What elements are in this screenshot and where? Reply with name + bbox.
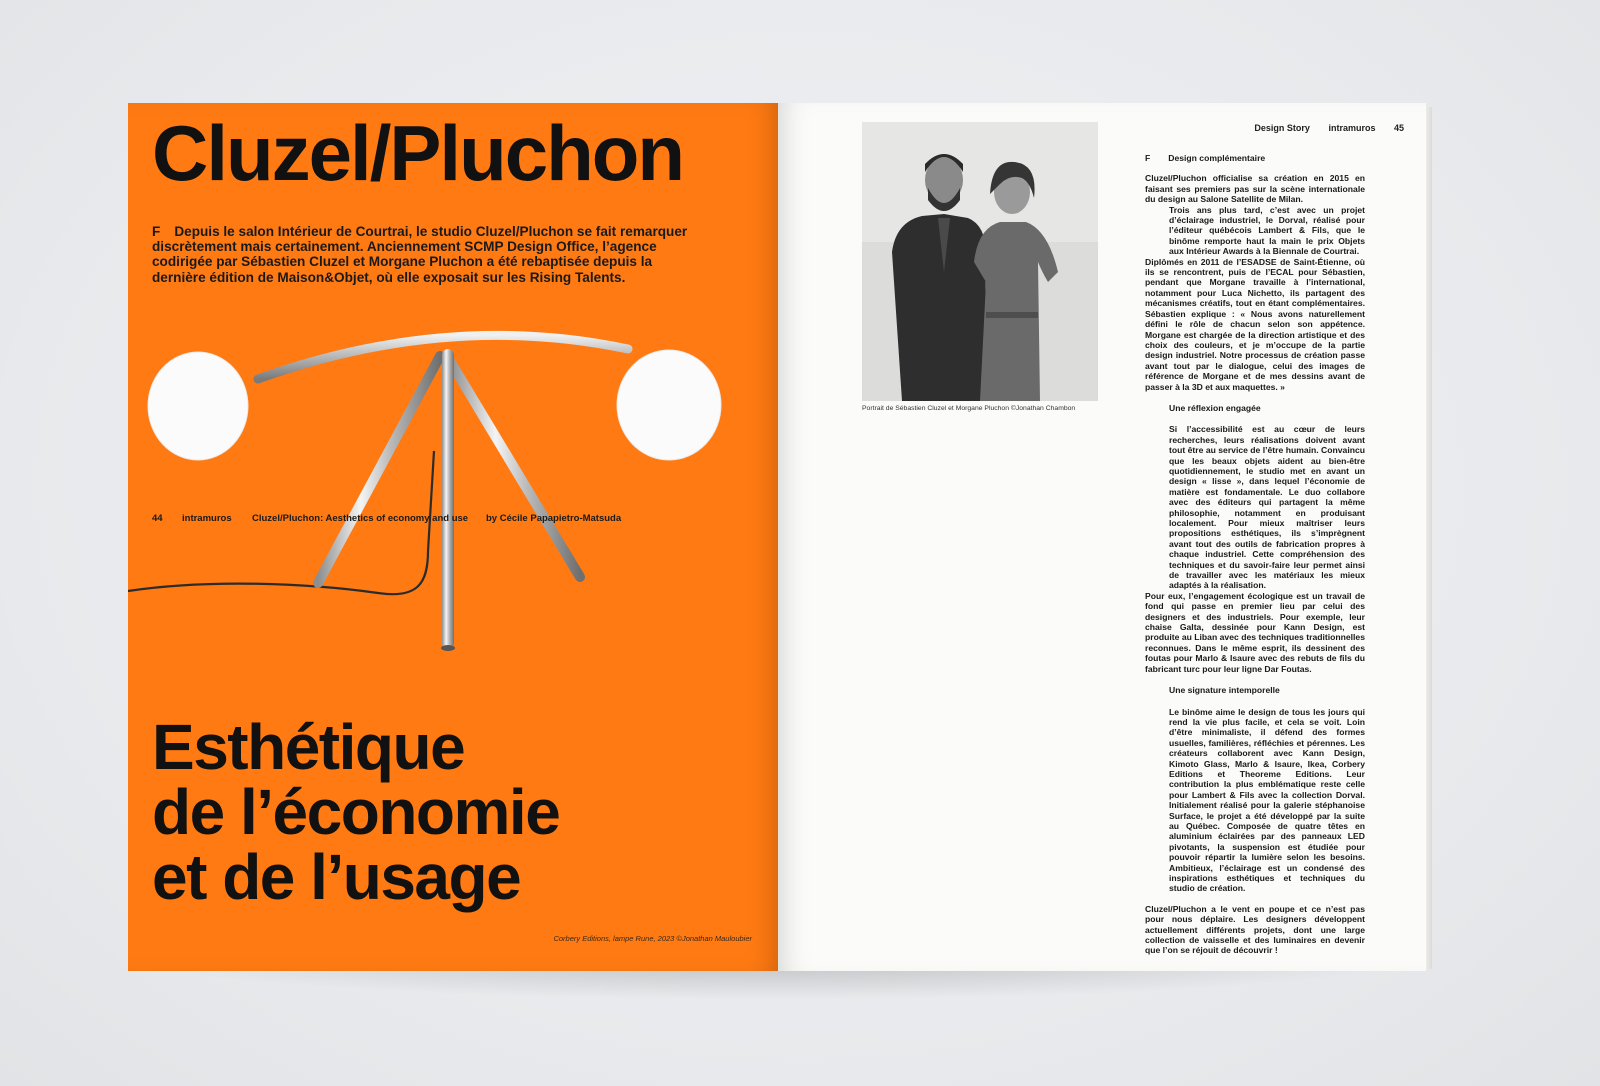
headline-line: de l’économie: [152, 776, 560, 848]
section-heading: [1145, 153, 1365, 163]
lamp-globe-left: [148, 352, 248, 460]
magazine-name: intramuros: [1328, 123, 1376, 133]
page-title: Cluzel/Pluchon: [152, 109, 684, 197]
page-number: 44: [152, 513, 163, 524]
paragraph: Cluzel/Pluchon officialise sa création en 2015 en faisant ses premiers pas sur la scène internationale du design au Salone Satellite de Milan.: [1145, 173, 1365, 205]
lamp-leg-left: [318, 356, 440, 583]
paragraph: Trois ans plus tard, c’est avec un projet d’éclairage industriel, le Dorval, réalisé pour l’éditeur québécois Lambert & Fils, que le binôme remporte haut la main le prix Objets aux Intérieur Awards à la Biennale de Courtrai.: [1169, 204, 1365, 257]
portrait-illustration: [862, 122, 1098, 401]
lamp-foot: [441, 645, 455, 651]
author-credit: by Cécile Papapietro-Matsuda: [486, 513, 622, 524]
section-marker: F: [1145, 153, 1151, 163]
paragraph: Cluzel/Pluchon a le vent en poupe et ce n’est pas pour nous déplaire. Les designers développent actuellement différents projets, dont une large collection de vaisselle et des luminaires en devenir que l’on se réjouit de découvrir !: [1145, 903, 1365, 956]
page-number: 45: [1393, 123, 1404, 133]
right-page: [778, 103, 1426, 971]
article-headline: [152, 711, 560, 913]
lamp-image: [128, 321, 778, 701]
subheading: Une réflexion engagée: [1169, 402, 1261, 413]
intro-text: Depuis le salon Intérieur de Courtrai, le studio Cluzel/Pluchon se fait remarquer discrètement mais certainement. Anciennement SCMP Design Office, l’agence codirigée par Sébastien Cluzel et Morgane Pluchon a été rebaptisée depuis la dernière édition de Maison&Objet, où elle exposait sur les Rising Talents.: [152, 224, 688, 285]
portrait-photo: [862, 122, 1098, 401]
headline-line: et de l’usage: [152, 841, 521, 913]
paragraph: Pour eux, l’engagement écologique est un travail de fond qui passe en premier lieu par celui des designers et des industriels. Pour exemple, leur chaise Galta, dessinée pour Kann Design, est produite au Liban avec des techniques traditionnelles reconnues. Dans le même esprit, ils dessinent des foutas pour Marlo & Isaure avec des rebuts de fils du fabricant turc pour leur ligne Dar Foutas.: [1145, 590, 1365, 674]
portrait-credit: Portrait de Sébastien Cluzel et Morgane Pluchon ©Jonathan Chambon: [862, 405, 1076, 412]
paragraph: Diplômés en 2011 de l’ESADSE de Saint-Étienne, où ils se rencontrent, puis de l’ECAL pour Sébastien, pendant que Morgane travaille à l’international, notamment pour Luca Nichetto, ils partagent des mécanismes créatifs, tout en étant complémentaires. Sébastien explique : « Nous avons naturellement défini le rôle de chacun selon son appétence. Morgane est chargée de la direction artistique et des choix des couleurs, et je m’occupe de la partie design industriel. Notre processus de création passe avant tout par le dialogue, celui des images de référence de Morgane et de mes dessins avant de passer à la 3D et aux maquettes. »: [1145, 256, 1365, 392]
intro-paragraph: [152, 224, 692, 285]
lamp-photo-credit: Corbery Editions, lampe Rune, 2023 ©Jonathan Mauloubier: [553, 934, 752, 943]
intro-marker: F: [152, 224, 161, 239]
article-body: [1145, 153, 1365, 956]
lamp-globe-right: [617, 350, 721, 460]
paragraph: Le binôme aime le design de tous les jours qui rend la vie plus facile, et cela se voit. Loin d’être minimaliste, il défend des formes usuelles, familières, réfléchies et pérennes. Les créateurs collaborent avec Kann Design, Kimoto Glass, Marlo & Isaure, Ikea, Corbery Editions et Theoreme Editions. Leur contribution la plus emblématique reste celle pour Lambert & Fils avec la collection Dorval. Initialement réalisé pour la galerie stéphanoise Surface, le projet a été développé par la suite au Québec. Composée de quatre têtes en aluminium éclairées par des panneaux LED pivotants, la suspension est étudiée pour pouvoir répartir la lumière selon les besoins. Ambitieux, l’éclairage est un condensé des inspirations esthétiques et techniques du studio de création.: [1169, 706, 1365, 894]
section-title: Design complémentaire: [1168, 153, 1266, 163]
subheading: Une signature intemporelle: [1169, 685, 1280, 696]
left-page: [128, 103, 778, 971]
magazine-name: intramuros: [182, 513, 232, 524]
paragraph: Si l’accessibilité est au cœur de leurs recherches, leurs réalisations doivent avant tout être au service de l’être humain. Convaincu que les beaux objets aident au bien-être quotidiennement, le studio met en avant un design « lisse », dans lequel l’économie de matière est fondamentale. Le duo collabore avec des éditeurs qui partagent la même philosophie, notamment en produisant localement. Pour mieux maîtriser leurs propositions esthétiques, ils s’imprègnent avant tout des outils de fabrication propres à chaque industriel. Cette compréhension des techniques et du savoir-faire leur permet ainsi de travailler avec les matériaux les mieux adaptés à la réalisation.: [1169, 424, 1365, 591]
lamp-leg-right: [450, 361, 580, 577]
running-header: [1238, 123, 1404, 133]
headline-line: Esthétique: [152, 711, 465, 783]
section-name: Design Story: [1254, 123, 1310, 133]
magazine-spread: [128, 103, 1426, 971]
english-headline: Cluzel/Pluchon: Aesthetics of economy and use: [252, 513, 469, 524]
lamp-stem: [442, 349, 454, 649]
